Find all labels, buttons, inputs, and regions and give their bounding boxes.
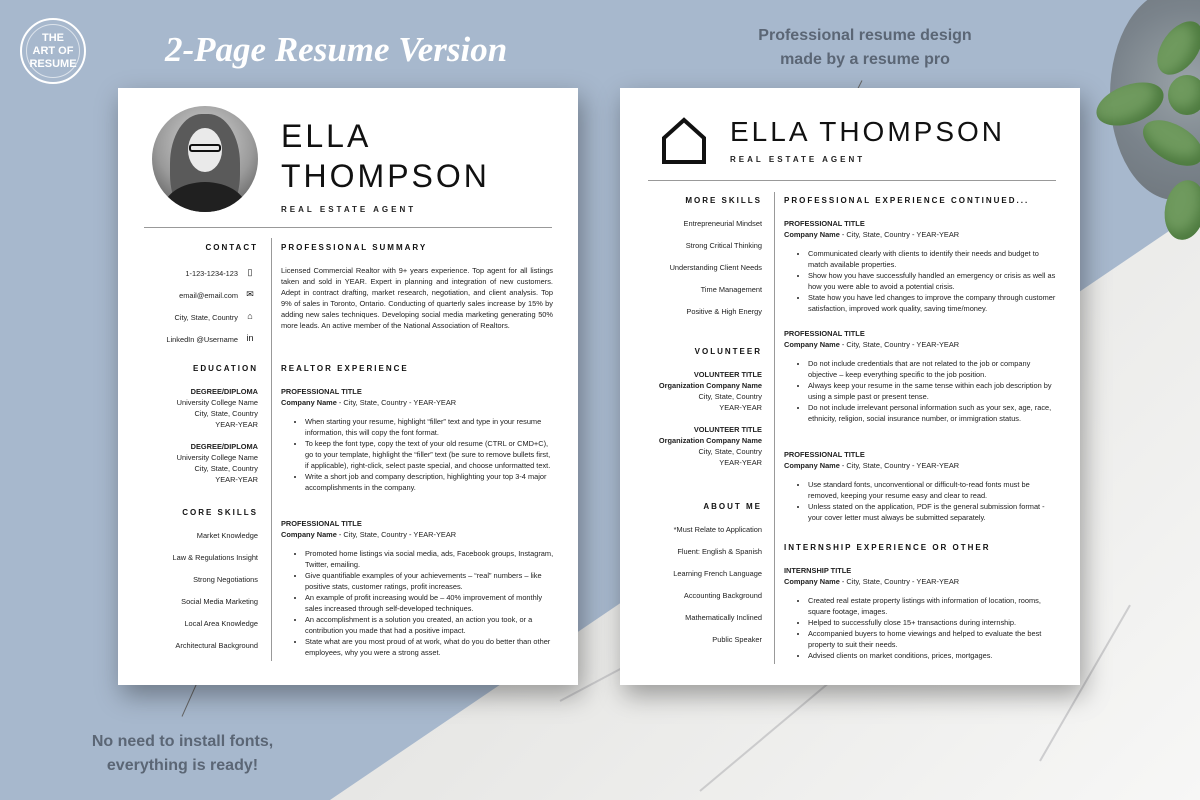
bullet-item: • Advised clients on market conditions, prices, mortgages. bbox=[808, 650, 1058, 661]
summary-heading: PROFESSIONAL SUMMARY bbox=[281, 243, 428, 252]
bullet-item: • Do not include irrelevant personal information such as your sex, age, race, ethnicity, religion, social insurance number, or immigration status. bbox=[808, 402, 1058, 424]
bullet-item: • Write a short job and company description, highlighting your top 3-4 major accomplishments in the company. bbox=[305, 471, 555, 493]
job-title: INTERNSHIP TITLE bbox=[784, 566, 852, 575]
first-name: ELLA bbox=[281, 118, 372, 154]
experience-heading: REALTOR EXPERIENCE bbox=[281, 364, 409, 373]
logo-text: THE bbox=[42, 32, 64, 44]
company-meta: - City, State, Country - YEAR-YEAR bbox=[336, 530, 457, 539]
job-company bbox=[784, 229, 959, 240]
about-item: Mathematically Inclined bbox=[685, 613, 762, 622]
last-name: THOMPSON bbox=[281, 158, 490, 194]
candidate-name: ELLA THOMPSON bbox=[730, 116, 1006, 147]
skill-item: Market Knowledge bbox=[196, 531, 258, 540]
years: YEAR-YEAR bbox=[719, 403, 762, 412]
job-company bbox=[784, 576, 959, 587]
job-title: PROFESSIONAL TITLE bbox=[281, 519, 362, 528]
bullet-item: • Helped to successfully close 15+ transactions during internship. bbox=[808, 617, 1058, 628]
bullet-list bbox=[788, 358, 1058, 424]
skill-item: Strong Critical Thinking bbox=[685, 241, 762, 250]
about-item: Learning French Language bbox=[673, 569, 762, 578]
job-company bbox=[784, 339, 959, 350]
bullet-list bbox=[788, 479, 1058, 523]
company-name: Company Name bbox=[784, 230, 840, 239]
brand-logo bbox=[20, 18, 86, 84]
bullet-item: • When starting your resume, highlight “filler” text and type in your resume information, this will copy the font format. bbox=[305, 416, 555, 438]
contact-heading: CONTACT bbox=[205, 243, 258, 252]
envelope-icon: ✉ bbox=[246, 289, 254, 299]
about-heading: ABOUT ME bbox=[703, 502, 762, 511]
bullet-list bbox=[285, 416, 555, 493]
candidate-name bbox=[281, 116, 490, 196]
experience-heading: PROFESSIONAL EXPERIENCE CONTINUED... bbox=[784, 196, 1030, 205]
company-name: Company Name bbox=[784, 340, 840, 349]
organization: Organization Company Name bbox=[658, 381, 762, 390]
volunteer-title: VOLUNTEER TITLE bbox=[693, 425, 762, 434]
job-company bbox=[281, 397, 456, 408]
volunteer-title: VOLUNTEER TITLE bbox=[693, 370, 762, 379]
volunteer-entry bbox=[630, 369, 762, 413]
divider bbox=[144, 227, 552, 228]
column-divider bbox=[774, 192, 775, 664]
skill-item: Law & Regulations Insight bbox=[172, 553, 258, 562]
note-top bbox=[740, 24, 990, 72]
summary-text: Licensed Commercial Realtor with 9+ years experience. Top agent for all listings taken and sold in YEAR. Expert in planning and integration of new customers. Adept in contract drafting, market research, negotiation, and client analysis. Top 9% of sales in Toronto, Ontario. Conducting of quarterly sales increase by 15% by adding new sales techniques. Developing social media marketing generating 50% more leads. An active member of the National Association of Realtors. bbox=[281, 266, 553, 330]
skills-heading: CORE SKILLS bbox=[182, 508, 258, 517]
about-item: Accounting Background bbox=[683, 591, 762, 600]
organization: Organization Company Name bbox=[658, 436, 762, 445]
job-title: REAL ESTATE AGENT bbox=[281, 205, 417, 214]
bullet-item: • Give quantifiable examples of your achievements – “real” numbers – like positive stats, customer ratings, profit increases. bbox=[305, 570, 555, 592]
bullet-item: • State how you have led changes to improve the company through customer satisfaction, improved work quality, saving time/money. bbox=[808, 292, 1058, 314]
bullet-item: • An accomplishment is a solution you created, an action you took, or a contribution you made that had a positive impact. bbox=[305, 614, 555, 636]
volunteer-entry bbox=[630, 424, 762, 468]
skill-item: Strong Negotiations bbox=[193, 575, 258, 584]
column-divider bbox=[271, 238, 272, 661]
contact-item: LinkedIn @Username bbox=[166, 335, 238, 344]
skill-item: Understanding Client Needs bbox=[669, 263, 762, 272]
location: City, State, Country bbox=[698, 392, 762, 401]
years: YEAR-YEAR bbox=[719, 458, 762, 467]
company-meta: - City, State, Country - YEAR-YEAR bbox=[839, 577, 960, 586]
skill-item: Architectural Background bbox=[175, 641, 258, 650]
house-icon bbox=[660, 116, 708, 164]
resume-page-1 bbox=[118, 88, 578, 685]
logo-text: ART OF bbox=[32, 45, 74, 57]
job-title: REAL ESTATE AGENT bbox=[730, 155, 866, 164]
linkedin-icon: in bbox=[246, 333, 254, 343]
bullet-item: • Communicated clearly with clients to identify their needs and budget to match available properties. bbox=[808, 248, 1058, 270]
degree: DEGREE/DIPLOMA bbox=[190, 387, 258, 396]
contact-item: email@email.com bbox=[179, 291, 238, 300]
job-title: PROFESSIONAL TITLE bbox=[784, 219, 865, 228]
more-skills-heading: MORE SKILLS bbox=[685, 196, 762, 205]
company-name: Company Name bbox=[784, 577, 840, 586]
about-item: Fluent: English & Spanish bbox=[677, 547, 762, 556]
profile-photo bbox=[152, 106, 258, 212]
job-title: PROFESSIONAL TITLE bbox=[784, 329, 865, 338]
bullet-item: • To keep the font type, copy the text of your old resume (CTRL or CMD+C), go to your template, highlight the “filler” text (be sure to remove bullets first, if applicable), right-click, select paste special, and choose unformatted text. bbox=[305, 438, 555, 471]
bullet-item: • State what are you most proud of at work, what do you do better than other employees, why you were a strong asset. bbox=[305, 636, 555, 658]
bullet-item: • Accompanied buyers to home viewings and helped to evaluate the best property to suit their needs. bbox=[808, 628, 1058, 650]
home-icon: ⌂ bbox=[247, 311, 253, 321]
bullet-list bbox=[788, 248, 1058, 314]
resume-page-2 bbox=[620, 88, 1080, 685]
job-company bbox=[281, 529, 456, 540]
bullet-item: • An example of profit increasing would be – 40% improvement of monthly sales increased through self-developed techniques. bbox=[305, 592, 555, 614]
education-entry bbox=[128, 441, 258, 485]
note-bottom bbox=[75, 730, 290, 778]
note-line: everything is ready! bbox=[106, 757, 259, 774]
years: YEAR-YEAR bbox=[215, 475, 258, 484]
skill-item: Entrepreneurial Mindset bbox=[683, 219, 762, 228]
school: University College Name bbox=[176, 398, 258, 407]
location: City, State, Country bbox=[698, 447, 762, 456]
years: YEAR-YEAR bbox=[215, 420, 258, 429]
internship-heading: INTERNSHIP EXPERIENCE OR OTHER bbox=[784, 543, 991, 552]
logo-text: RESUME bbox=[29, 58, 77, 70]
succulent-leaf bbox=[1168, 75, 1200, 115]
skill-item: Social Media Marketing bbox=[181, 597, 258, 606]
company-meta: - City, State, Country - YEAR-YEAR bbox=[336, 398, 457, 407]
note-line: No need to install fonts, bbox=[91, 733, 274, 750]
bullet-item: • Unless stated on the application, PDF is the general submission format - your cover letter must always be submitted separately. bbox=[808, 501, 1058, 523]
education-heading: EDUCATION bbox=[193, 364, 258, 373]
note-line: made by a resume pro bbox=[780, 51, 950, 68]
company-name: Company Name bbox=[784, 461, 840, 470]
bullet-item: • Use standard fonts, unconventional or difficult-to-read fonts must be removed, keeping your resume easy and clear to read. bbox=[808, 479, 1058, 501]
location: City, State, Country bbox=[194, 409, 258, 418]
divider bbox=[648, 180, 1056, 181]
degree: DEGREE/DIPLOMA bbox=[190, 442, 258, 451]
bullet-item: • Promoted home listings via social media, ads, Facebook groups, Instagram, Twitter, emailing. bbox=[305, 548, 555, 570]
contact-item: City, State, Country bbox=[174, 313, 238, 322]
location: City, State, Country bbox=[194, 464, 258, 473]
skill-item: Time Management bbox=[700, 285, 762, 294]
bullet-item: • Show how you have successfully handled an emergency or crisis as well as how you were able to avoid a potential crisis. bbox=[808, 270, 1058, 292]
note-line: Professional resume design bbox=[758, 27, 972, 44]
education-entry bbox=[128, 386, 258, 430]
job-title: PROFESSIONAL TITLE bbox=[784, 450, 865, 459]
bullet-item: • Do not include credentials that are not related to the job or company objective – keep everything specific to the job position. bbox=[808, 358, 1058, 380]
bullet-item: • Created real estate property listings with information of location, rooms, square footage, images. bbox=[808, 595, 1058, 617]
skill-item: Positive & High Energy bbox=[686, 307, 762, 316]
contact-item: 1-123-1234-123 bbox=[185, 269, 238, 278]
skill-item: Local Area Knowledge bbox=[184, 619, 258, 628]
company-meta: - City, State, Country - YEAR-YEAR bbox=[839, 230, 960, 239]
job-company bbox=[784, 460, 959, 471]
company-meta: - City, State, Country - YEAR-YEAR bbox=[839, 340, 960, 349]
volunteer-heading: VOLUNTEER bbox=[694, 347, 762, 356]
phone-icon: ▯ bbox=[247, 267, 253, 277]
company-meta: - City, State, Country - YEAR-YEAR bbox=[839, 461, 960, 470]
about-item: Public Speaker bbox=[712, 635, 762, 644]
bullet-list bbox=[285, 548, 555, 658]
company-name: Company Name bbox=[281, 530, 337, 539]
school: University College Name bbox=[176, 453, 258, 462]
job-title: PROFESSIONAL TITLE bbox=[281, 387, 362, 396]
bullet-list bbox=[788, 595, 1058, 661]
about-item: *Must Relate to Application bbox=[673, 525, 762, 534]
headline: 2-Page Resume Version bbox=[165, 30, 508, 69]
bullet-item: • Always keep your resume in the same tense within each job description by using a simple past or present tense. bbox=[808, 380, 1058, 402]
company-name: Company Name bbox=[281, 398, 337, 407]
